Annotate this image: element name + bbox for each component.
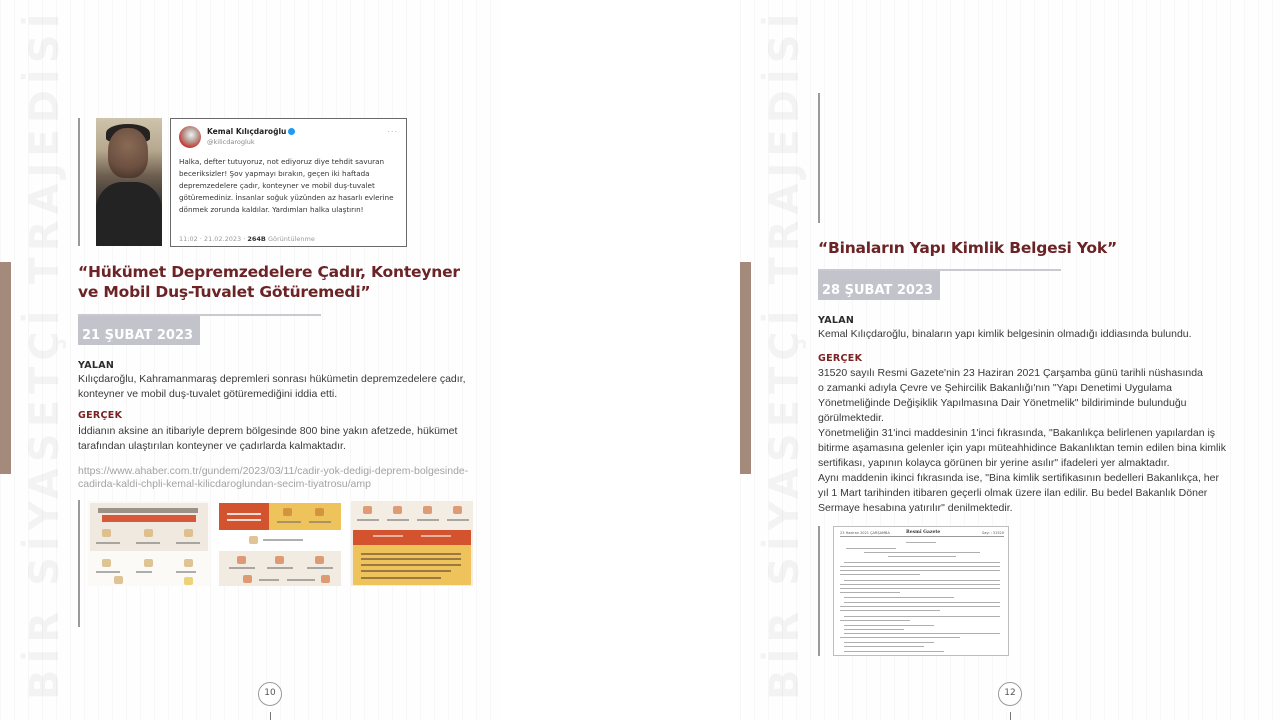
tweet-card [170, 118, 407, 247]
lie-text: Kılıçdaroğlu, Kahramanmaraş depremleri sonrası hükümetin depremzedelere çadır, konteyner ve mobil duş-tuvalet götüremediğini iddia etti. [78, 373, 466, 400]
infographic-aid-numbers [219, 501, 341, 586]
tweet-meta: 11:02 · 21.02.2023 · 264B Görüntülenme [179, 235, 315, 243]
tweet-views-label: Görüntülenme [267, 235, 315, 243]
person-photo [96, 118, 162, 246]
infographic-subtitle [102, 515, 196, 522]
more-options-icon: ... [387, 125, 398, 134]
watermark-text [762, 8, 808, 701]
tweet-avatar [179, 126, 201, 148]
page-number: 12 [998, 682, 1022, 706]
watermark-text [22, 8, 68, 701]
lie-label: YALAN [78, 360, 115, 371]
lie-text: Kemal Kılıçdaroğlu, binaların yapı kimlik belgesinin olmadığı iddiasında bulundu. [818, 328, 1192, 340]
claim-title: “Hükümet Depremzedelere Çadır, Konteyner ve Mobil Duş-Tuvalet Götüremedi” [78, 263, 460, 301]
claim-title: “Binaların Yapı Kimlik Belgesi Yok” [818, 239, 1117, 257]
gazette-header: 23 Haziran 2021 ÇARŞAMBA Resmî Gazete Sayı : 31520 [840, 530, 1004, 535]
official-gazette-image [833, 526, 1009, 656]
truth-label: GERÇEK [818, 353, 863, 364]
lie-label: YALAN [818, 315, 855, 326]
tweet-author: Kemal Kılıçdaroğlu [207, 127, 295, 136]
date-badge: 28 ŞUBAT 2023 [818, 271, 940, 300]
accent-bar [0, 262, 11, 474]
truth-text: İddianın aksine an itibariyle deprem bölgesinde 800 bine yakın afetzede, hükümet tarafından ulaştırılan konteyner ve çadırlarda kalmaktadır. [78, 425, 458, 452]
vertical-rule [78, 118, 80, 246]
vertical-rule [818, 93, 820, 223]
truth-text: 31520 sayılı Resmi Gazete'nin 23 Haziran 2021 Çarşamba günü tarihli nüshasında o zamanki adıyla Çevre ve Şehircilik Bakanlığı'nın "Yapı Denetimi Uygulama Yönetmeliğinde Değişiklik Yapılmasına Dair Yönetmelik" bildiriminde bulunduğu görülmektedir. Yönetmeliğin 31'inci maddesinin 1'inci fıkrasında, "Bakanlıkça belirlenen yapılardan iş bitirme aşamasına gelenler için yapı müteahhidince Bakanlıktan temin edilen bina kimlik sertifikası, yapının kolayca görünen bir yerine asılır" ifadeleri yer almaktadır. Aynı maddenin ikinci fıkrasında ise, "Bina kimlik sertifikasının bedelleri Bakanlıkça, her yıl 1 Mart tarihinden itibaren geçerli olmak üzere ilan edilir. Bu bedel Bakanlık Döner Sermaye hesabına yatırılır" denilmektedir. [818, 367, 1226, 514]
infographic-statements [88, 501, 210, 586]
truth-label: GERÇEK [78, 410, 123, 421]
tweet-views-count: 264B [247, 235, 266, 243]
date-badge: 21 ŞUBAT 2023 [78, 316, 200, 345]
page-right [740, 0, 1280, 720]
verified-badge-icon [288, 128, 295, 135]
source-link[interactable]: https://www.ahaber.com.tr/gundem/2023/03/11/cadir-yok-dedigi-deprem-bolgesinde- cadirda-kaldi-chpli-kemal-kilicdaroglundan-secim-tiyatrosu/amp [78, 465, 469, 490]
photo-head [108, 128, 148, 178]
tweet-text: Halka, defter tutuyoruz, not ediyoruz diye tehdit savuran beceriksizler! Şov yapmayı bırakın, geçen iki haftada depremzedelere çadır, konteyner ve mobil duş-tuvalet götüremediniz. İnsanlar soğuk yüzünden az hasarlı evlerine dönmek zorunda kaldılar. Yardımları halka ulaştırın! [179, 157, 394, 214]
tweet-handle: @kilicdarogluk [207, 138, 255, 146]
page-left [0, 0, 500, 720]
page-number-tick [1010, 712, 1011, 720]
page-number-tick [270, 712, 271, 720]
vertical-rule [818, 526, 820, 656]
photo-body [96, 182, 162, 246]
infographic-title [98, 508, 198, 513]
page-spread-gap [500, 0, 740, 720]
page-number: 10 [258, 682, 282, 706]
accent-bar [740, 262, 751, 474]
vertical-rule [78, 500, 80, 627]
infographic-housing [351, 501, 473, 586]
